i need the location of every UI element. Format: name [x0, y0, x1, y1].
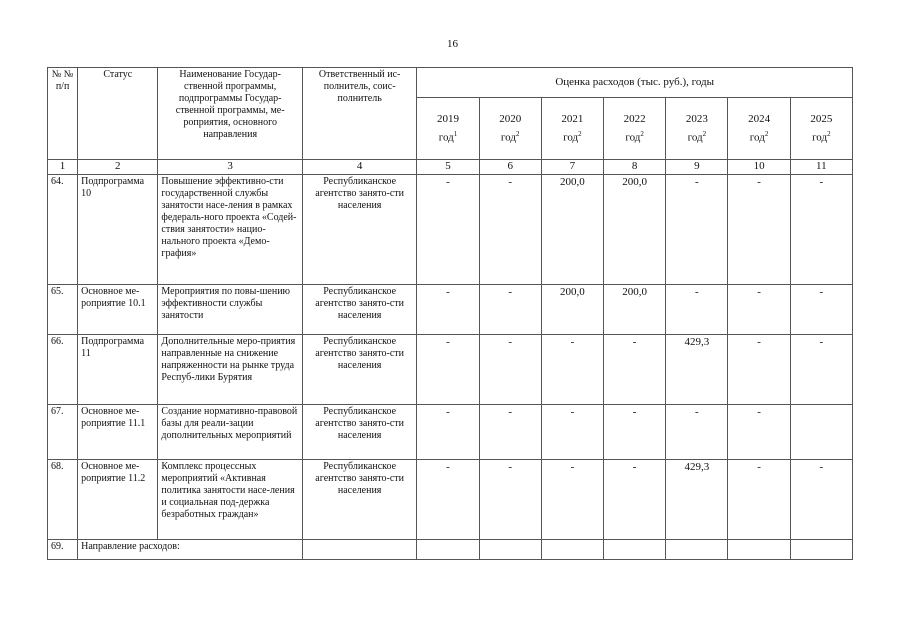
- empty-cell: [728, 540, 790, 560]
- row-number: 64.: [48, 175, 78, 285]
- year-footnote-mark: 2: [515, 129, 520, 138]
- row-value: -: [666, 285, 728, 335]
- empty-cell: [302, 540, 416, 560]
- row-number: 69.: [48, 540, 78, 560]
- year-footnote-mark: 2: [702, 129, 707, 138]
- row-value: -: [666, 175, 728, 285]
- row-value: -: [728, 175, 790, 285]
- row-value: -: [541, 405, 603, 460]
- column-number: 5: [417, 160, 479, 175]
- row-value: [790, 405, 852, 460]
- row-status: Подпрограмма 10: [78, 175, 158, 285]
- year-header: [541, 98, 603, 160]
- year-footnote-mark: 1: [453, 129, 458, 138]
- empty-cell: [417, 540, 479, 560]
- row-status: Подпрограмма 11: [78, 335, 158, 405]
- column-number: 6: [479, 160, 541, 175]
- row-value: -: [417, 285, 479, 335]
- empty-cell: [666, 540, 728, 560]
- row-name: Мероприятия по повы-шению эффективности службы занятости: [158, 285, 303, 335]
- empty-cell: [479, 540, 541, 560]
- row-executor: Республиканское агентство занято-сти населения: [302, 335, 416, 405]
- row-value: 200,0: [604, 285, 666, 335]
- row-value: -: [790, 460, 852, 540]
- row-value: -: [417, 335, 479, 405]
- table-row: [48, 405, 853, 460]
- empty-cell: [604, 540, 666, 560]
- year-label: 2025 год: [810, 112, 833, 144]
- year-header: [666, 98, 728, 160]
- column-number: 2: [78, 160, 158, 175]
- column-number: 11: [790, 160, 852, 175]
- year-header: [479, 98, 541, 160]
- expense-table: [47, 67, 853, 560]
- row-number: 66.: [48, 335, 78, 405]
- row-value: -: [728, 405, 790, 460]
- year-header: [728, 98, 790, 160]
- year-header: [417, 98, 479, 160]
- row-value: 200,0: [541, 285, 603, 335]
- row-value: -: [604, 460, 666, 540]
- column-number: 3: [158, 160, 303, 175]
- row-value: -: [728, 460, 790, 540]
- row-value: -: [417, 405, 479, 460]
- column-number: 4: [302, 160, 416, 175]
- row-value: -: [479, 285, 541, 335]
- row-number: 68.: [48, 460, 78, 540]
- row-value: -: [666, 405, 728, 460]
- empty-cell: [790, 540, 852, 560]
- row-value: 200,0: [541, 175, 603, 285]
- column-number: 1: [48, 160, 78, 175]
- table-row: [48, 175, 853, 285]
- column-number: 7: [541, 160, 603, 175]
- row-value: 200,0: [604, 175, 666, 285]
- row-value: -: [417, 175, 479, 285]
- row-value: -: [541, 460, 603, 540]
- year-header: [790, 98, 852, 160]
- row-value: -: [790, 175, 852, 285]
- row-name: Повышение эффективно-сти государственной службы занятости насе-ления в рамках федераль-ного проекта «Содей-ствия занятости» нацио-нального проекта «Демо-графия»: [158, 175, 303, 285]
- row-value: -: [604, 335, 666, 405]
- row-number: 67.: [48, 405, 78, 460]
- row-name: Создание нормативно-правовой базы для реали-зации дополнительных мероприятий: [158, 405, 303, 460]
- row-executor: Республиканское агентство занято-сти населения: [302, 285, 416, 335]
- year-footnote-mark: 2: [764, 129, 769, 138]
- row-number: 65.: [48, 285, 78, 335]
- year-label: 2023 год: [685, 112, 708, 144]
- year-label: 2019 год: [436, 112, 459, 144]
- row-value: -: [541, 335, 603, 405]
- year-footnote-mark: 2: [578, 129, 582, 138]
- row-direction-text: Направление расходов:: [78, 540, 303, 560]
- row-executor: Республиканское агентство занято-сти населения: [302, 405, 416, 460]
- header-num: № № п/п: [48, 68, 78, 160]
- year-header: [604, 98, 666, 160]
- row-value: -: [604, 405, 666, 460]
- row-value: -: [728, 335, 790, 405]
- column-number: 8: [604, 160, 666, 175]
- header-name: Наименование Государ-ственной программы, подпрограммы Государ-ственной программы, ме-роприятия, основного направления: [158, 68, 303, 160]
- row-value: 429,3: [666, 335, 728, 405]
- column-number: 10: [728, 160, 790, 175]
- year-label: 2024 год: [748, 112, 771, 144]
- row-status: Основное ме-роприятие 11.1: [78, 405, 158, 460]
- row-value: -: [479, 405, 541, 460]
- row-name: Комплекс процессных мероприятий «Активная политика занятости насе-ления и социальная под-держка безработных граждан»: [158, 460, 303, 540]
- table-row: [48, 460, 853, 540]
- row-status: Основное ме-роприятие 11.2: [78, 460, 158, 540]
- year-footnote-mark: 2: [640, 129, 644, 138]
- header-executor: Ответственный ис-полнитель, соис-полнитель: [302, 68, 416, 160]
- table-row: [48, 335, 853, 405]
- row-value: -: [479, 175, 541, 285]
- column-number: 9: [666, 160, 728, 175]
- row-value: -: [790, 335, 852, 405]
- year-label: 2022 год: [623, 112, 646, 144]
- empty-cell: [541, 540, 603, 560]
- page-number: 16: [447, 38, 458, 50]
- header-cost-group: Оценка расходов (тыс. руб.), годы: [417, 68, 853, 98]
- row-value: -: [479, 335, 541, 405]
- row-name: Дополнительные меро-приятия направленные на снижение напряженности на рынке труда Респуб-лики Бурятия: [158, 335, 303, 405]
- row-executor: Республиканское агентство занято-сти населения: [302, 175, 416, 285]
- table-row: [48, 540, 853, 560]
- table-row: [48, 285, 853, 335]
- row-value: 429,3: [666, 460, 728, 540]
- year-label: 2020 год: [499, 112, 522, 144]
- row-value: -: [479, 460, 541, 540]
- year-label: 2021 год: [561, 112, 584, 144]
- row-executor: Республиканское агентство занято-сти населения: [302, 460, 416, 540]
- row-value: -: [790, 285, 852, 335]
- row-status: Основное ме-роприятие 10.1: [78, 285, 158, 335]
- row-value: -: [728, 285, 790, 335]
- header-status: Статус: [78, 68, 158, 160]
- row-value: -: [417, 460, 479, 540]
- year-footnote-mark: 2: [827, 129, 831, 138]
